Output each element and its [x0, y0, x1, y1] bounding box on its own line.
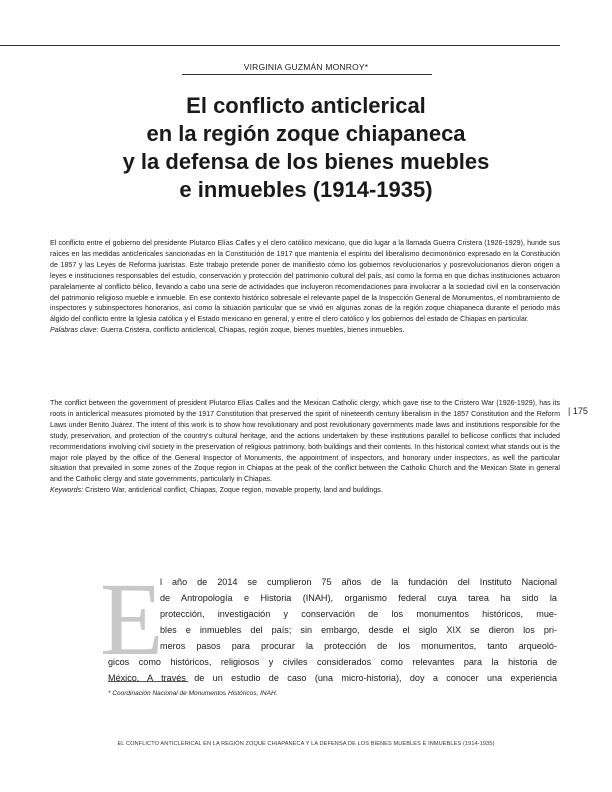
- keywords-label-english: Keywords:: [50, 486, 84, 495]
- title-line: y la defensa de los bienes muebles: [122, 149, 490, 174]
- title-line: e inmuebles (1914-1935): [179, 177, 433, 202]
- abstract-spanish-text: El conflicto entre el gobierno del presidente Plutarco Elías Calles y el clero católico mexicano, que dio lugar a la llamada Guerra Cristera (1926-1929), hunde sus raíces en las medidas anticlericales sancionadas en la Constitución de 1917 que mantenía el espíritu del liberalismo decimonónico expresado en la Constitución de 1857 y las Leyes de Reforma juaristas. Este trabajo pretende poner de manifiesto cómo los gobiernos revolucionarios y posrevolucionarios dieron origen a leyes e instituciones responsables del estudio, conservación y protección del patrimonio cultural del país, así como la forma en que dichas instituciones actuaron paralelamente al conflicto bélico, llevando a cabo una serie de actividades que incluyeron recomendaciones para involucrar a la sociedad civil en la conservación del patrimonio religioso mueble e inmueble. En ese contexto histórico sobresale el relevante papel de la Inspección General de Monumentos, el nombramiento de inspectores y subinspectores honorarios, así como la situación particular que se vivió en algunas zonas de la región zoque chiapaneca durante el periodo más álgido del conflicto entre la Iglesia católica y el Estado mexicano en general, y entre el clero católico y los gobiernos del estado de Chiapas en particular.: [50, 239, 560, 324]
- abstract-english: [50, 398, 560, 496]
- footnote-rule: [108, 681, 188, 682]
- body-line: l año de 2014 se cumplieron 75 años de la fundación del Instituto Nacional: [160, 577, 557, 587]
- body-line: de Antropología e Historia (INAH), organismo federal cuya tarea ha sido la: [160, 593, 557, 603]
- keywords-label-spanish: Palabras clave:: [50, 326, 99, 335]
- body-line: México. A través de un estudio de caso (una micro-historia), doy a conocer una experiencia: [108, 673, 557, 683]
- body-line: protección, investigación y conservación de los monumentos históricos, mue-: [160, 609, 557, 619]
- drop-cap: E: [100, 562, 164, 677]
- top-rule: [0, 45, 560, 46]
- title-line: El conflicto anticlerical: [186, 93, 426, 118]
- footnote: * Coordinación Nacional de Monumentos Históricos, INAH.: [108, 690, 278, 697]
- article-title: [40, 92, 572, 204]
- body-line: gicos como históricos, religiosos y civiles considerados como relevantes para la historia de: [108, 657, 557, 667]
- author-name: VIRGINIA GUZMÁN MONROY*: [243, 62, 369, 72]
- keywords-spanish: Guerra Cristera, conflicto anticlerical, Chiapas, región zoque, bienes muebles, bienes inmuebles.: [98, 326, 405, 335]
- abstract-english-text: The conflict between the government of president Plutarco Elías Calles and the Mexican Catholic clergy, which gave rise to the Cristero War (1926-1929), has its roots in anticlerical measures promoted by the 1917 Constitution that preserved the spirit of nineteenth century liberalism in the 1857 Constitution and the Reform Laws under Benito Juárez. The intent of this work is to show how revolutionary and post revolutionary governments made laws and institutions responsible for the study, preservation, and protection of the country's cultural heritage, and the actions undertaken by these institutions parallel to bellicose conflicts that included recommendations involving civil society in the preservation of religious patrimony, both buildings and their contents. In this historical context what stands out is the major role played by the office of the General Inspector of Monuments, the appointment of inspectors, and honorary under inspectors, as well the particular situation that prevailed in some zones of the Zoque region in Chiapas at the peak of the conflict between the Catholic Church and the Mexican State in general and the Catholic clergy and state governments, particularly in Chiapas.: [50, 399, 560, 484]
- keywords-english: Cristero War, anticlerical conflict, Chiapas, Zoque region, movable property, land and buildings.: [83, 486, 383, 495]
- abstract-spanish: [50, 238, 560, 336]
- page-number: | 175: [568, 406, 588, 416]
- running-footer: EL CONFLICTO ANTICLERICAL EN LA REGIÓN ZOQUE CHIAPANECA Y LA DEFENSA DE LOS BIENES MUEBLES E INMUEBLES (1914-1935): [117, 741, 495, 747]
- author-rule: [182, 74, 432, 75]
- body-line: bles e inmuebles del país; sin embargo, desde el siglo XIX se dieron los pri-: [160, 625, 557, 635]
- title-line: en la región zoque chiapaneca: [146, 121, 466, 146]
- body-line: meros pasos para procurar la protección de los monumentos, tanto arqueoló-: [160, 641, 557, 651]
